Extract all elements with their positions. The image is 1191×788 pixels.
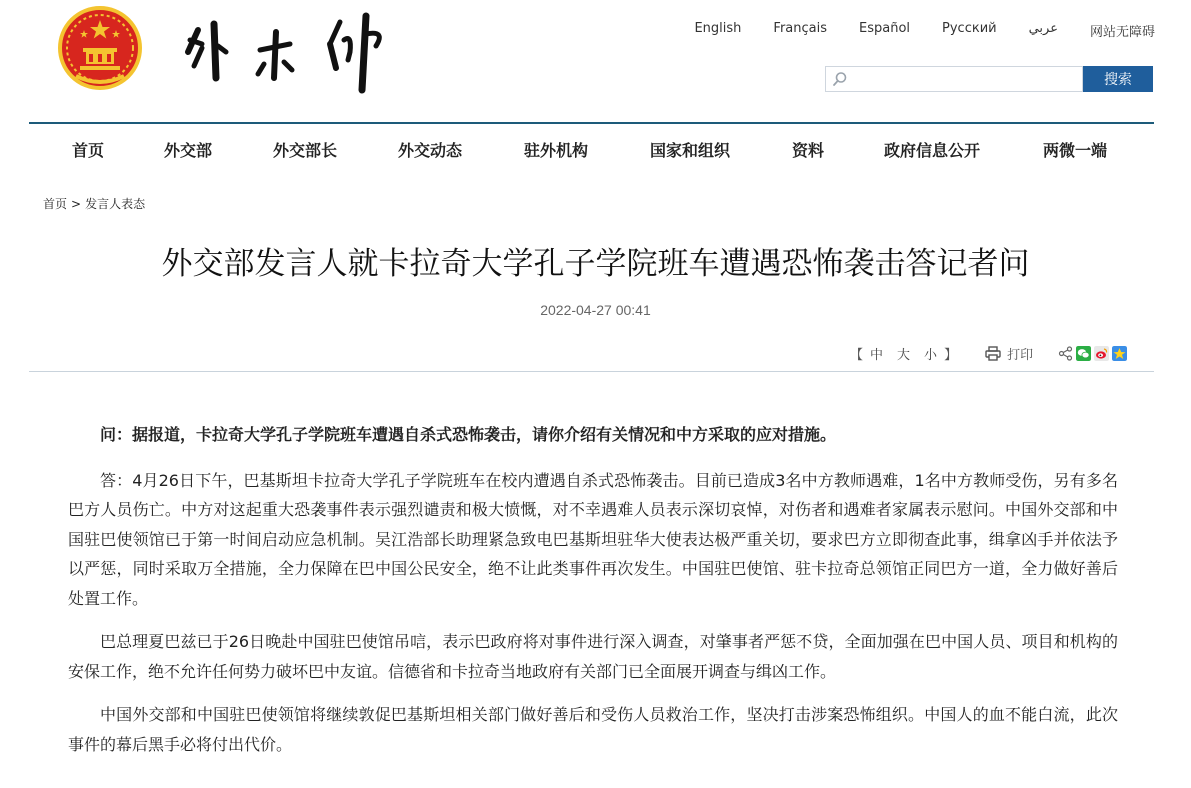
article-question: 问：据报道，卡拉奇大学孔子学院班车遭遇自杀式恐怖袭击，请你介绍有关情况和中方采取的应对措施。 [100,425,837,444]
lang-english-link[interactable]: English [694,21,742,36]
search-input[interactable] [852,67,1082,91]
breadcrumb-separator: > [71,197,82,211]
article-paragraph: 巴总理夏巴兹已于26日晚赴中国驻巴使馆吊唁，表示巴政府将对事件进行深入调查，对肇事者严惩不贷，全面加强在巴中国人员、项目和机构的安保工作，绝不允许任何势力破坏巴中友谊。信德省和卡拉奇当地政府有关部门已全面展开调查与缉凶工作。 [68,632,1118,681]
print-button[interactable] [985,344,1033,363]
nav-countries-organizations[interactable]: 国家和组织 [650,141,731,160]
share-icon[interactable] [1058,346,1073,361]
article-paragraph: 答：4月26日下午，巴基斯坦卡拉奇大学孔子学院班车在校内遭遇自杀式恐怖袭击。目前已造成3名中方教师遇难，1名中方教师受伤，另有多名巴方人员伤亡。中方对这起重大恐袭事件表示强烈谴责和极大愤慨，对不幸遇难人员表示深切哀悼，对伤者和遇难者家属表示慰问。中国外交部和中国驻巴使领馆已于第一时间启动应急机制。吴江浩部长助理紧急致电巴基斯坦驻华大使表达极严重关切，要求巴方立即彻查此事，缉拿凶手并依法予以严惩，同时采取万全措施，全力保障在巴中国公民安全，绝不让此类事件再次发生。中国驻巴使馆、驻卡拉奇总领馆正同巴方一道，全力做好善后处置工作。 [68,470,1118,608]
article-paragraph: 中国外交部和中国驻巴使领馆将继续敦促巴基斯坦相关部门做好善后和受伤人员救治工作，坚决打击涉案恐怖组织。中国人的血不能白流，此次事件的幕后黑手必将付出代价。 [68,705,1118,754]
nav-missions-abroad[interactable]: 驻外机构 [524,141,589,160]
article-tools [850,343,1127,363]
nav-ministry[interactable]: 外交部 [164,141,213,160]
accessibility-link[interactable]: 网站无障碍 [1089,25,1155,40]
search-box [825,66,1083,92]
lang-spanish-link[interactable]: Español [859,21,911,36]
font-size-control [850,344,957,363]
share-bar [1055,346,1127,361]
font-size-medium-button[interactable]: 大 [897,347,911,363]
main-nav [29,124,1154,172]
breadcrumb [43,195,145,212]
ministry-calligraphy-logo[interactable] [180,4,400,104]
lang-french-link[interactable]: Français [773,21,827,36]
breadcrumb-current-link[interactable]: 发言人表态 [85,197,146,211]
nav-minister[interactable]: 外交部长 [273,141,338,160]
nav-home[interactable]: 首页 [72,141,105,160]
search-button[interactable]: 搜索 [1083,66,1153,92]
font-size-bracket-open: 【 [850,347,864,363]
breadcrumb-home-link[interactable]: 首页 [43,197,68,211]
qzone-icon[interactable] [1112,346,1127,361]
article-date: 2022-04-27 00:41 [540,302,651,318]
article-body [68,420,1118,773]
search-icon [832,71,848,87]
article-title: 外交部发言人就卡拉奇大学孔子学院班车遭遇恐怖袭击答记者问 [161,246,1030,282]
tools-divider [29,371,1154,372]
nav-resources[interactable]: 资料 [792,141,825,160]
nav-diplomatic-news[interactable]: 外交动态 [398,141,463,160]
lang-arabic-link[interactable]: عربي [1028,21,1058,36]
printer-icon [985,346,1001,361]
nav-weibo-wechat-app[interactable]: 两微一端 [1043,141,1108,160]
lang-russian-link[interactable]: Русский [942,21,997,36]
wechat-icon[interactable] [1076,346,1091,361]
nav-government-info[interactable]: 政府信息公开 [884,141,981,160]
language-bar [694,21,1155,40]
font-size-small-button[interactable]: 小 [924,347,938,363]
font-size-large-button[interactable]: 中 [870,347,884,363]
weibo-icon[interactable] [1094,346,1109,361]
font-size-bracket-close: 】 [944,347,958,363]
national-emblem-logo[interactable] [58,6,142,90]
print-label: 打印 [1007,347,1034,363]
